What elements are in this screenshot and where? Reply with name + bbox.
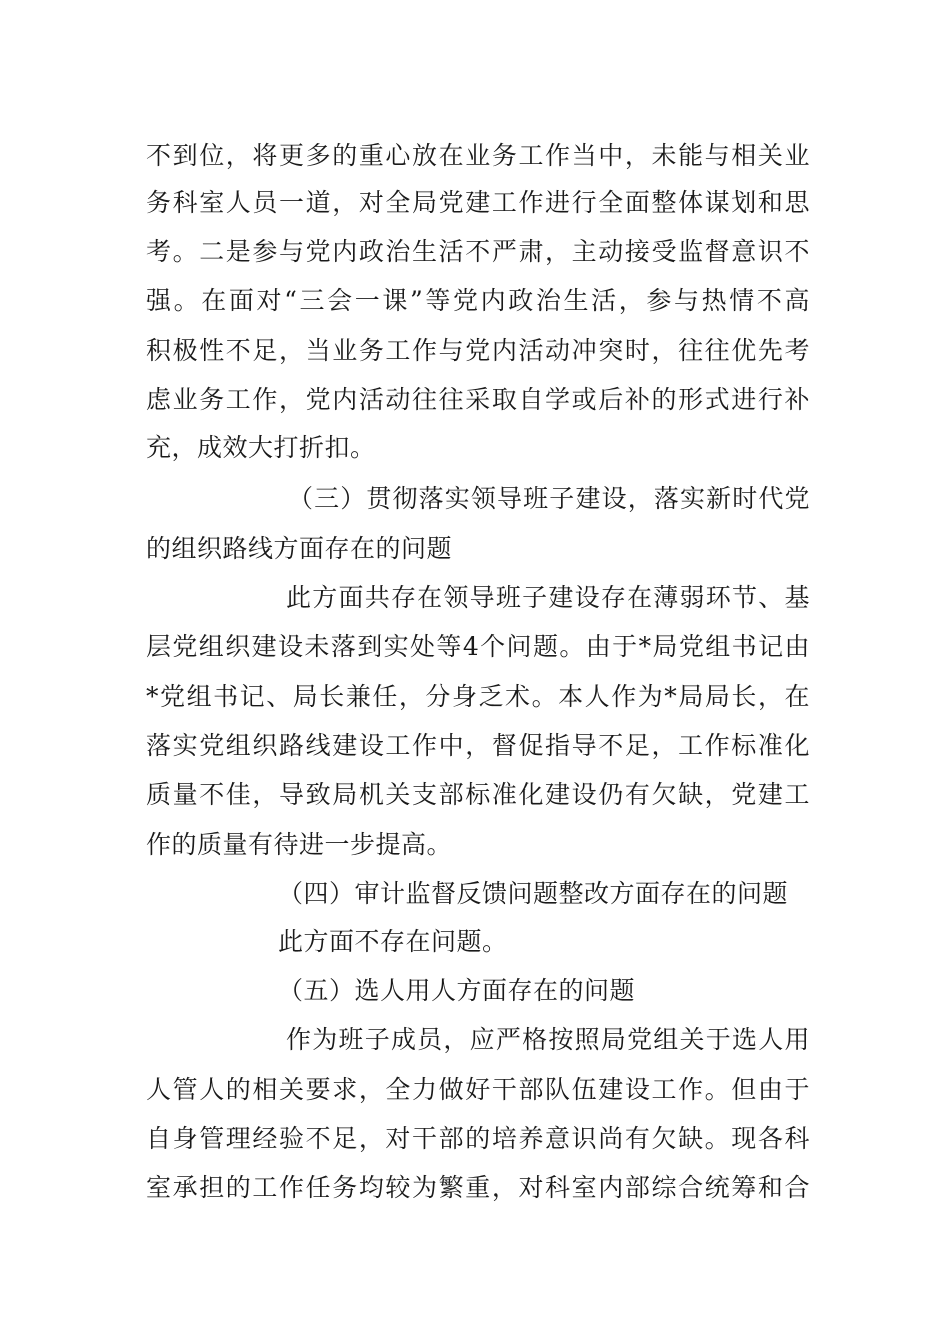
text-line: 质量不佳，导致局机关支部标准化建设仍有欠缺，党建工 xyxy=(146,780,810,809)
text-line: 室承担的工作任务均较为繁重，对科室内部综合统筹和合 xyxy=(146,1173,810,1202)
text-line: 务科室人员一道，对全局党建工作进行全面整体谋划和思 xyxy=(146,188,810,217)
text-line: 考。二是参与党内政治生活不严肃，主动接受监督意识不 xyxy=(146,237,810,266)
text-line: 层党组织建设未落到实处等4个问题。由于*局党组书记由 xyxy=(146,632,810,661)
section-heading-3-cont: 的组织路线方面存在的问题 xyxy=(146,534,453,563)
text-line: *党组书记、局长兼任，分身乏术。本人作为*局局长，在 xyxy=(146,682,810,711)
text-line: 作的质量有待进一步提高。 xyxy=(146,830,453,859)
text-line: 此方面不存在问题。 xyxy=(278,927,508,956)
text-line: 落实党组织路线建设工作中，督促指导不足，工作标准化 xyxy=(146,731,810,760)
text-line: 自身管理经验不足，对干部的培养意识尚有欠缺。现各科 xyxy=(146,1124,810,1153)
text-line: 人管人的相关要求，全力做好干部队伍建设工作。但由于 xyxy=(146,1075,810,1104)
text-line: 积极性不足，当业务工作与党内活动冲突时，往往优先考 xyxy=(146,336,810,365)
text-line: 此方面共存在领导班子建设存在薄弱环节、基 xyxy=(286,583,810,612)
section-heading-3: （三）贯彻落实领导班子建设，落实新时代党 xyxy=(288,484,810,513)
text-line: 虑业务工作，党内活动往往采取自学或后补的形式进行补 xyxy=(146,385,810,414)
section-heading-5: （五）选人用人方面存在的问题 xyxy=(278,976,636,1005)
section-heading-4: （四）审计监督反馈问题整改方面存在的问题 xyxy=(278,879,789,908)
text-line: 强。在面对“三会一课”等党内政治生活，参与热情不高 xyxy=(146,286,810,315)
text-line: 作为班子成员，应严格按照局党组关于选人用 xyxy=(286,1025,810,1054)
text-line: 不到位，将更多的重心放在业务工作当中，未能与相关业 xyxy=(146,141,810,170)
text-line: 充，成效大打折扣。 xyxy=(146,433,376,462)
